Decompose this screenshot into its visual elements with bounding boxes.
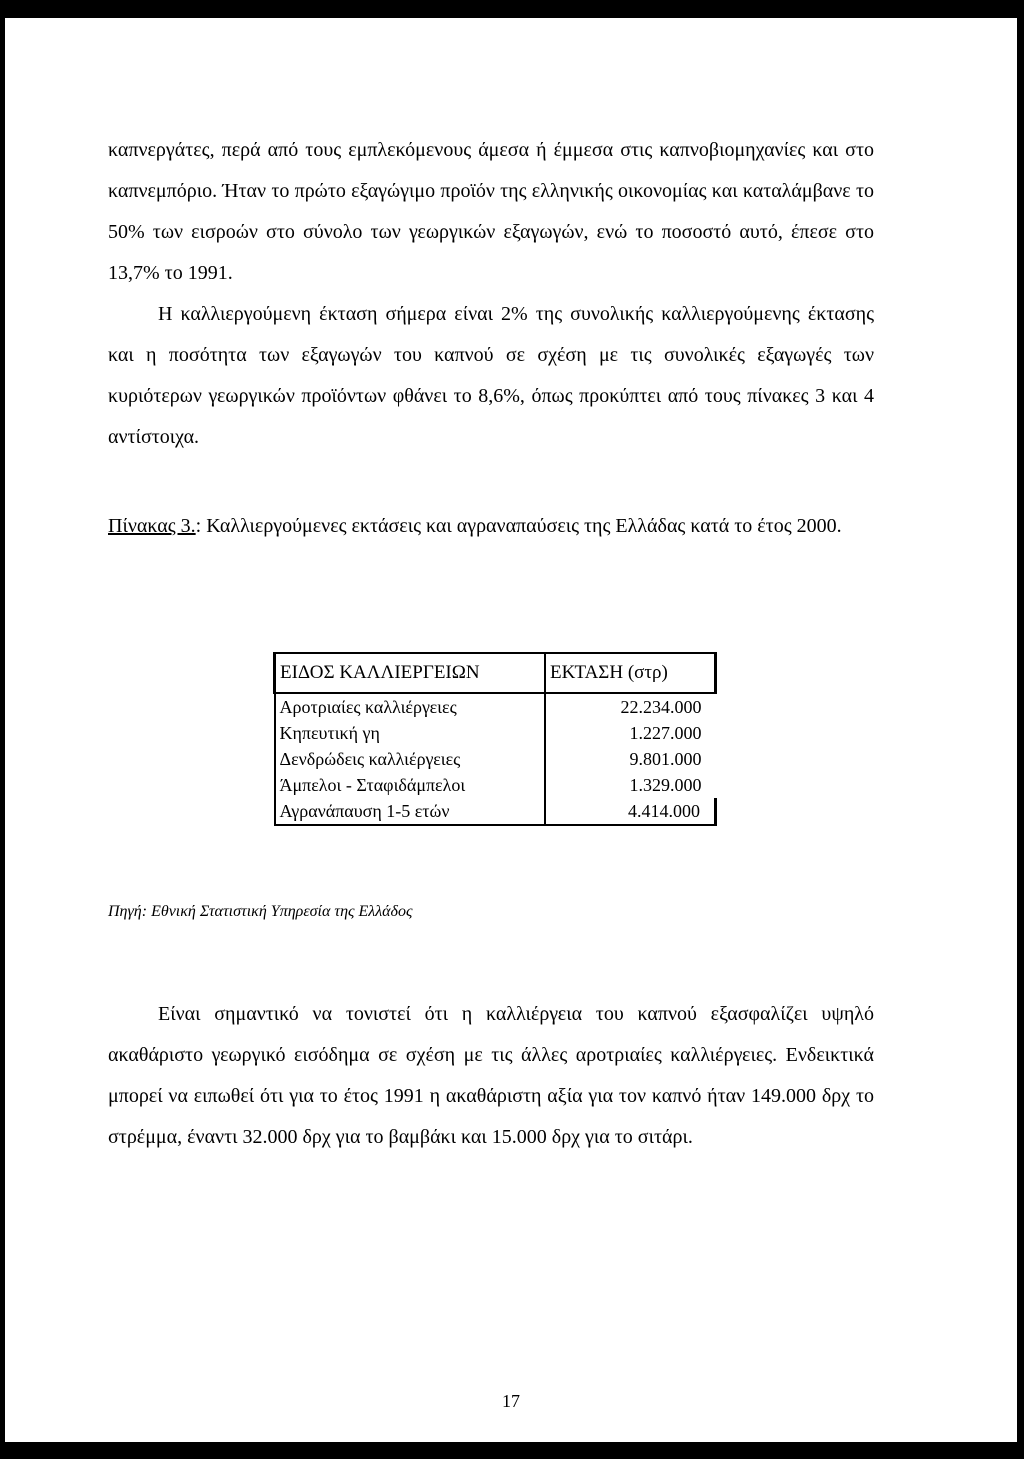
paragraph-2: Η καλλιεργούμενη έκταση σήμερα είναι 2% της συνολικής καλλιεργούμενης έκτασης και η ποσότητα των εξαγωγών του καπνού σε σχέση με τις συνολικές εξαγωγές των κυριότερων γεωργικών προϊόντων φθάνει το 8,6%, όπως προκύπτει από τους πίνακες 3 και 4 αντίστοιχα. — [108, 303, 874, 448]
table-caption — [108, 507, 874, 546]
paragraph-1: καπνεργάτες, περά από τους εμπλεκόμενους άμεσα ή έμμεσα στις καπνοβιομηχανίες και στο καπνεμπόριο. Ήταν το πρώτο εξαγώγιμο προϊόν της ελληνικής οικονομίας και καταλάμβανε το 50% των εισροών στο σύνολο των γεωργικών εξαγωγών, ενώ το ποσοστό αυτό, έπεσε στο 13,7% το 1991. — [108, 139, 874, 284]
body-text-bottom — [108, 994, 874, 1158]
table-source-note: Πηγή: Εθνική Στατιστική Υπηρεσία της Ελλάδος — [108, 903, 413, 920]
cell-crop-type: Δενδρώδεις καλλιέργειες — [275, 746, 546, 772]
table-row — [275, 693, 716, 720]
table-header-row — [275, 653, 716, 693]
document-page — [5, 18, 1017, 1442]
table-caption-text: : Καλλιεργούμενες εκτάσεις και αγραναπαύσεις της Ελλάδας κατά το έτος 2000. — [195, 515, 842, 537]
cell-area: 1.329.000 — [545, 772, 716, 798]
cultivation-table — [273, 652, 717, 826]
table-caption-label: Πίνακας 3. — [108, 515, 196, 537]
table-row — [275, 720, 716, 746]
cell-area: 22.234.000 — [545, 693, 716, 720]
cell-crop-type: Αροτριαίες καλλιέργειες — [275, 693, 546, 720]
cell-area: 9.801.000 — [545, 746, 716, 772]
cell-crop-type: Κηπευτική γη — [275, 720, 546, 746]
cell-crop-type: Αγρανάπαυση 1-5 ετών — [275, 798, 546, 825]
table-row — [275, 772, 716, 798]
header-crop-type: ΕΙΔΟΣ ΚΑΛΛΙΕΡΓΕΙΩΝ — [275, 653, 546, 693]
table-row — [275, 746, 716, 772]
cell-area: 4.414.000 — [545, 798, 716, 825]
table-row — [275, 798, 716, 825]
page-number: 17 — [502, 1391, 520, 1411]
cell-area: 1.227.000 — [545, 720, 716, 746]
paragraph-3: Είναι σημαντικό να τονιστεί ότι η καλλιέργεια του καπνού εξασφαλίζει υψηλό ακαθάριστο γεωργικό εισόδημα σε σχέση με τις άλλες αροτριαίες καλλιέργειες. Ενδεικτικά μπορεί να ειπωθεί ότι για το έτος 1991 η ακαθάριστη αξία για τον καπνό ήταν 149.000 δρχ το στρέμμα, έναντι 32.000 δρχ για το βαμβάκι και 15.000 δρχ για το σιτάρι. — [108, 1003, 874, 1148]
cell-crop-type: Άμπελοι - Σταφιδάμπελοι — [275, 772, 546, 798]
header-area: ΕΚΤΑΣΗ (στρ) — [545, 653, 716, 693]
body-text-top — [108, 130, 874, 458]
